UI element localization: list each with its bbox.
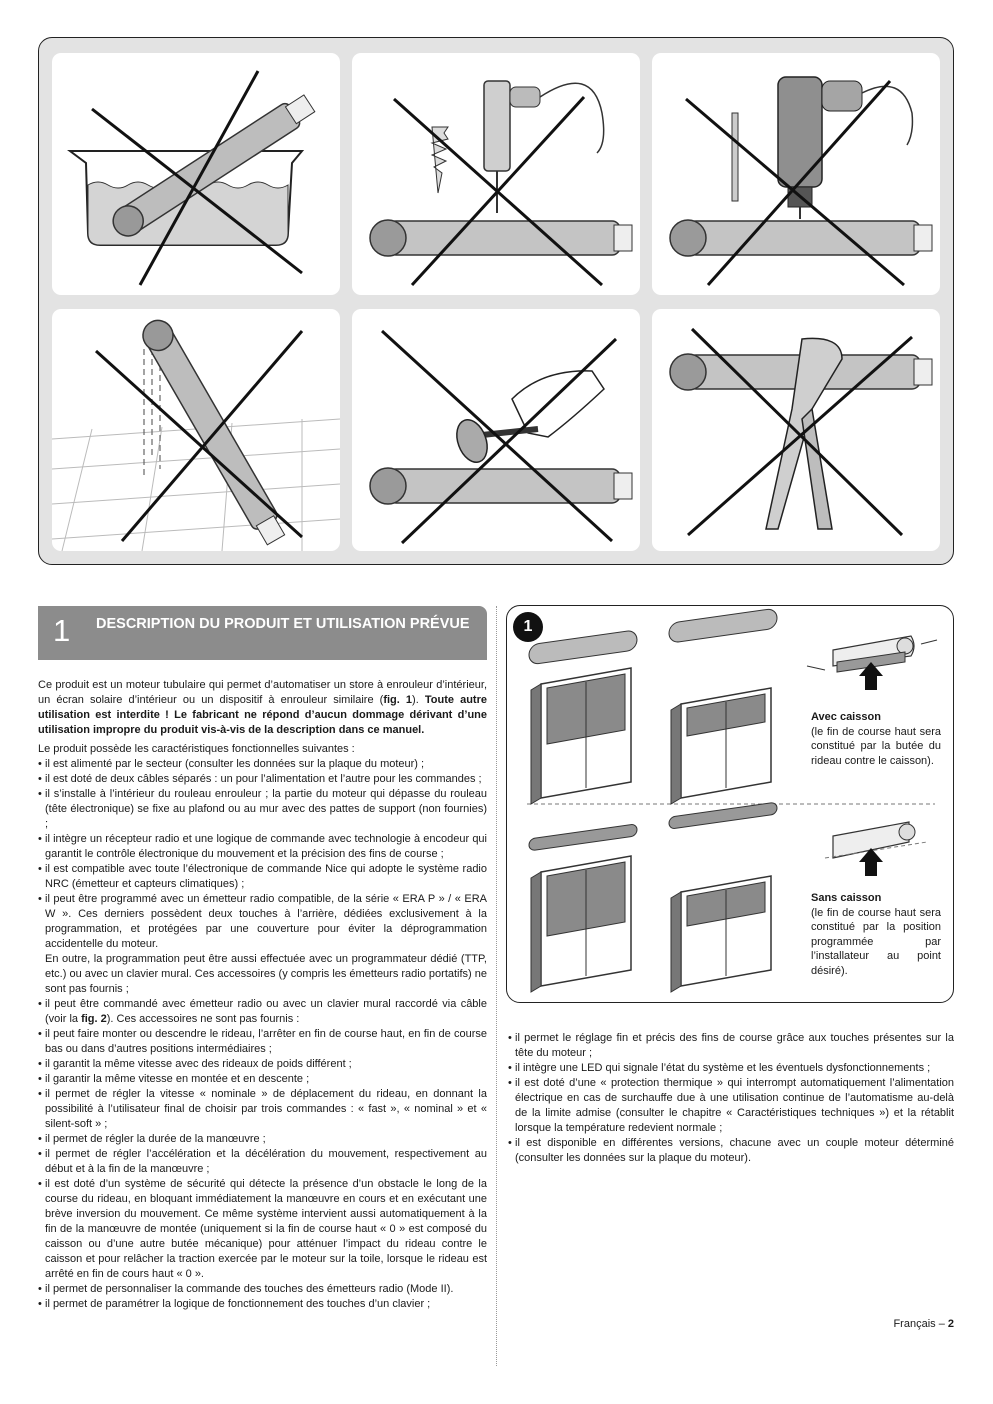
intro-paragraph: Ce produit est un moteur tubulaire qui permet d’automatiser un store à enrouleur d’intérieur, un écran solaire d’intérieur ou un dispositif à enrouleur similaire (fig. 1). Toute autre utilisation est interdite ! Le fabricant ne répond d’aucun dommage dérivant d’une utilisation impropre du produit vis-à-vis de la description dans ce manuel. [38,679,487,736]
page-footer [893,1318,954,1330]
warning-hammer-tile [352,309,640,551]
motor-hammer-illustration [352,309,640,551]
caption-text: (le fin de course haut sera constitué par la position programmée par l’installateur au point désiré). [811,906,941,977]
window-with-cassette-2 [669,608,777,804]
motor-drop-illustration [52,309,340,551]
list-item: • il permet de personnaliser la commande des touches des émetteurs radio (Mode II). [38,1282,487,1297]
caption-with-cassette [811,710,941,768]
list-item: • il garantir la même vitesse en montée et en descente ; [38,1072,487,1087]
list-item: • il garantit la même vitesse avec des rideaux de poids différent ; [38,1057,487,1072]
warning-water-tile [52,53,340,295]
warning-screw-tile [352,53,640,295]
list-item: • il s’installe à l’intérieur du rouleau enrouleur ; la partie du moteur qui dépasse du rouleau (tête électronique) se fixe au plafond ou au mur avec des pattes de support (non fournies) ; [38,787,487,832]
list-item: • il permet de régler la durée de la manœuvre ; [38,1132,487,1147]
warning-panel [38,37,954,565]
caption-title: Avec caisson [811,711,881,723]
list-item: • il peut faire monter ou descendre le rideau, l’arrêter en fin de course haut, en fin de course bas ou dans d’autres positions intermédiaires ; [38,1027,487,1057]
section-title: DESCRIPTION DU PRODUIT ET UTILISATION PRÉVUE [96,616,470,632]
list-item: • il est doté d’une « protection thermique » qui interrompt automatiquement l’alimentation électrique en cas de surchauffe due à une utilisation continue de l’automatisme au-delà de la limite admise (consulter le chapitre « Caractéristiques techniques ») et la rétablit lorsque la température redevient normale ; [508,1076,954,1136]
list-item: • il permet de régler l’accélération et la décélération du mouvement, respectivement au début et à la fin de la manœuvre ; [38,1147,487,1177]
figure-number-badge: 1 [513,612,543,642]
motor-water-illustration [52,53,340,295]
feature-list-left-2 [38,997,487,1312]
list-item: • il peut être commandé avec émetteur radio ou avec un clavier mural raccordé via câble (voir la fig. 2). Ces accessoires ne sont pas fournis : [38,997,487,1027]
list-item: • il permet de paramétrer la logique de fonctionnement des touches d’un clavier ; [38,1297,487,1312]
feature-list-right [508,1031,954,1166]
right-column [508,1031,954,1166]
list-item: • il est doté d’un système de sécurité qui détecte la présence d’un obstacle le long de la course du rideau, en bloquant immédiatement la manœuvre en cours et en exécutant une brève inversion du mouvement. Ce même système intervient aussi automatiquement à la fin de la manœuvre de montée (uniquement si la fin de course haut « 0 » est composé du caisson ou d’une autre butée mécanique) pour atténuer l’impact du rideau contre le caisson et pour relâcher la traction exercée par le moteur sur la toile, lorsque le rideau est arrêté en fin de cours haut « 0 ». [38,1177,487,1282]
page-number: 2 [947,1318,954,1330]
window-without-cassette [529,824,637,992]
left-column [38,678,487,1312]
caption-text: (le fin de course haut sera constitué par la butée du rideau contre le caisson). [811,725,941,767]
list-item: • il permet de régler la vitesse « nominale » de déplacement du rideau, en donnant la possibilité à l’utilisateur final de choisir par trois commandes : « fast », « nominal » et « silent-soft » ; [38,1087,487,1132]
list-item: • il peut être programmé avec un émetteur radio compatible, de la série « ERA P » / « ERA W ». Ces derniers possèdent deux touches à l’arrière, dédiées exclusivement à la programmation, et protégées par une couverture pour éviter la déprogrammation accidentelle du moteur. [38,892,487,952]
warning-pliers-tile [652,309,940,551]
list-item: • il intègre une LED qui signale l’état du système et les éventuels dysfonctionnements ; [508,1061,954,1076]
section-number: 1 [53,613,71,648]
list-item: • il est compatible avec toute l’électronique de commande Nice qui adopte le système radio NRC (émetteur et capteurs climatiques) ; [38,862,487,892]
warning-drop-tile [52,309,340,551]
window-with-cassette [529,630,637,804]
cassette-detail [807,636,937,690]
motor-screw-illustration [352,53,640,295]
usage-warning: Toute autre utilisation est interdite ! Le fabricant ne répond d’aucun dommage dérivant d’une utilisation impropre du produit vis-à-vis de la description dans ce manuel. [38,694,487,736]
section-header [38,606,487,660]
warning-drill-tile [652,53,940,295]
fig-ref: fig. 1 [383,694,413,706]
column-divider [496,606,497,1366]
list-item-continuation: En outre, la programmation peut être aussi effectuée avec un programmateur dédié (TTP, etc.) ou avec un clavier mural. Ces accessoires (y compris les émetteurs radio portatifs) ne sont pas fournis ; [45,953,487,995]
roller-detail [825,822,927,876]
window-without-cassette-2 [669,802,777,992]
list-item: • il est doté de deux câbles séparés : un pour l’alimentation et l’autre pour les commandes ; [38,772,487,787]
list-item: • il intègre un récepteur radio et une logique de commande avec technologie à encodeur qui garantit le contrôle électronique du mouvement et la précision des fins de course ; [38,832,487,862]
feature-list-left [38,757,487,952]
list-item: • il permet le réglage fin et précis des fins de course grâce aux touches présentes sur la tête du moteur ; [508,1031,954,1061]
figure-1 [506,605,954,1003]
list-item: • il est disponible en différentes versions, chacune avec un couple moteur déterminé (consulter les données sur la plaque du moteur). [508,1136,954,1166]
list-item: • il est alimenté par le secteur (consulter les données sur la plaque du moteur) ; [38,757,487,772]
caption-without-cassette [811,891,941,978]
features-lead: Le produit possède les caractéristiques fonctionnelles suivantes : [38,743,355,755]
motor-drill-illustration [652,53,940,295]
caption-title: Sans caisson [811,892,882,904]
footer-language: Français – [893,1318,948,1330]
motor-pliers-illustration [652,309,940,551]
